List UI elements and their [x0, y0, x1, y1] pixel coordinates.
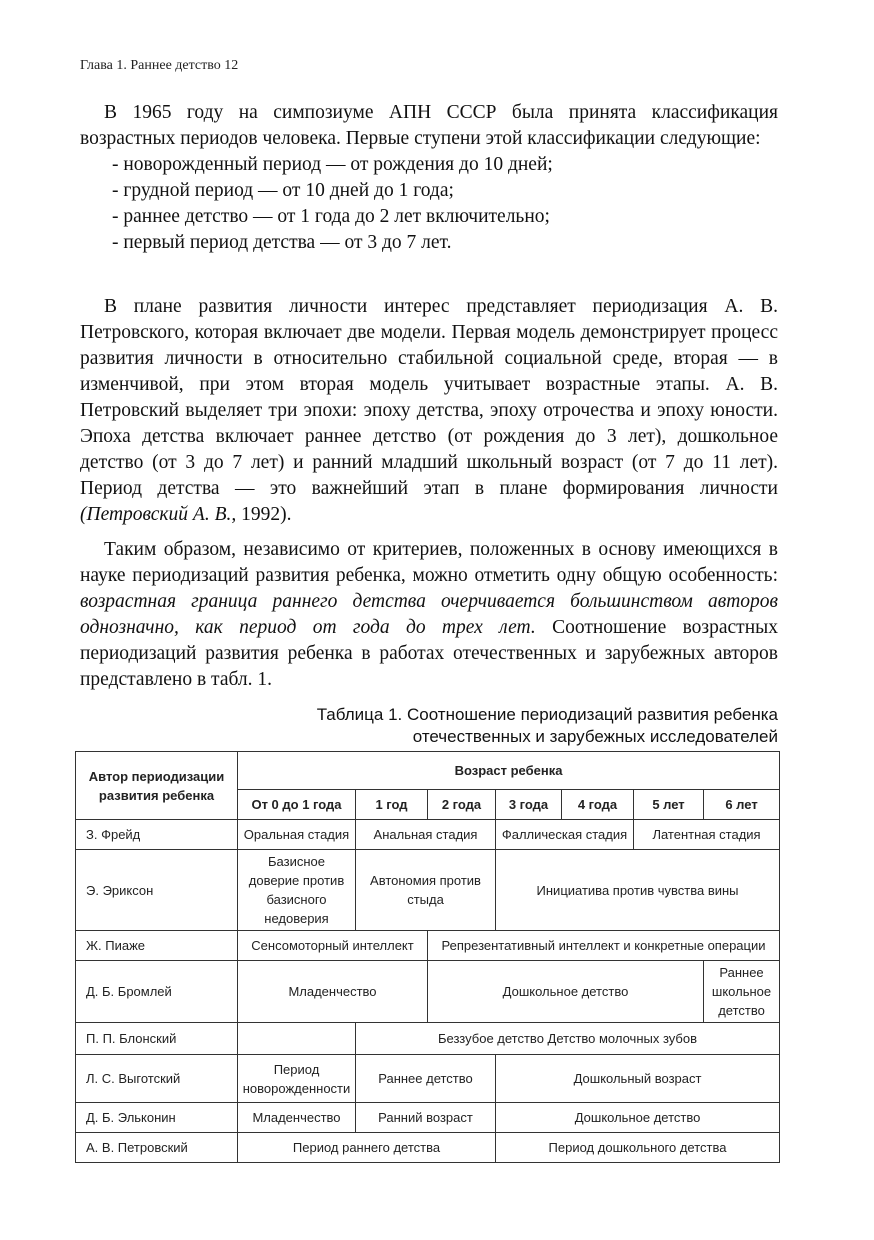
author-cell: Д. Б. Эльконин	[76, 1103, 238, 1133]
intro-paragraph: В 1965 году на симпозиуме АПН СССР была принята классификация возрастных периодов человека. Первые ступени этой классификации следующие:	[80, 102, 778, 149]
table-caption-line1: Таблица 1. Соотношение периодизаций развития ребенка	[316, 705, 778, 724]
body-section	[80, 294, 778, 693]
stage-cell: Дошкольное детство	[428, 961, 704, 1023]
age-header: От 0 до 1 года	[238, 790, 356, 820]
stage-cell: Раннее школьное детство	[704, 961, 780, 1023]
stage-cell: Период дошкольного детства	[496, 1133, 780, 1163]
stage-cell: Инициатива против чувства вины	[496, 850, 780, 931]
conclusion-paragraph	[80, 537, 778, 693]
table-row	[76, 1103, 780, 1133]
list-item: - грудной период — от 10 дней до 1 года;	[112, 180, 454, 201]
table-row	[76, 1133, 780, 1163]
citation-year: 1992).	[241, 504, 292, 525]
conclusion-end: Соотношение возрастных периодизаций развития ребенка в работах отечественных и зарубежных авторов представлено в табл. 1.	[80, 617, 778, 690]
list-item: - раннее детство — от 1 года до 2 лет включительно;	[112, 206, 550, 227]
author-cell: З. Фрейд	[76, 820, 238, 850]
list-item: - новорожденный период — от рождения до 10 дней;	[112, 154, 553, 175]
author-cell: П. П. Блонский	[76, 1023, 238, 1055]
author-cell: Л. С. Выготский	[76, 1055, 238, 1103]
citation: (Петровский А. В.,	[80, 504, 237, 525]
table-row	[76, 961, 780, 1023]
stage-cell: Раннее детство	[356, 1055, 496, 1103]
conclusion-emphasis: возрастная граница раннего детства очерчивается большинством авторов однозначно, как период от года до трех лет.	[80, 591, 778, 638]
stage-cell: Базисное доверие против базисного недоверия	[238, 850, 356, 931]
age-header: 2 года	[428, 790, 496, 820]
running-header: Глава 1. Раннее детство 12	[80, 58, 239, 73]
stage-cell: Латентная стадия	[634, 820, 780, 850]
age-header: 3 года	[496, 790, 562, 820]
stage-cell: Младенчество	[238, 1103, 356, 1133]
author-column-header: Автор периодизации развития ребенка	[76, 752, 238, 820]
table-row	[76, 931, 780, 961]
table-caption-line2: отечественных и зарубежных исследователей	[412, 727, 778, 746]
stage-cell: Беззубое детство Детство молочных зубов	[356, 1023, 780, 1055]
stage-cell: Младенчество	[238, 961, 428, 1023]
stage-cell: Сенсомоторный интеллект	[238, 931, 428, 961]
author-cell: Д. Б. Бромлей	[76, 961, 238, 1023]
petrovsky-paragraph	[80, 294, 778, 528]
stage-cell: Оральная стадия	[238, 820, 356, 850]
periodization-table	[75, 751, 780, 1163]
table-row	[76, 1023, 780, 1055]
author-cell: Э. Эриксон	[76, 850, 238, 931]
table-row	[76, 1055, 780, 1103]
table-row	[76, 820, 780, 850]
stage-cell: Дошкольный возраст	[496, 1055, 780, 1103]
list-item: - первый период детства — от 3 до 7 лет.	[112, 232, 452, 253]
stage-cell: Автономия против стыда	[356, 850, 496, 931]
age-header: 4 года	[562, 790, 634, 820]
age-header: 6 лет	[704, 790, 780, 820]
intro-section	[80, 100, 778, 256]
stage-cell	[238, 1023, 356, 1055]
stage-cell: Анальная стадия	[356, 820, 496, 850]
stage-cell: Период раннего детства	[238, 1133, 496, 1163]
petrovsky-text: В плане развития личности интерес представляет периодизация А. В. Петровского, которая включает две модели. Первая модель демонстрирует процесс развития личности в относительно стабильной социальной среде, вторая — в изменчивой, при этом вторая модель учитывает возрастные этапы. А. В. Петровский выделяет три эпохи: эпоху детства, эпоху отрочества и эпоху юности. Эпоха детства включает раннее детство (от рождения до 3 лет), дошкольное детство (от 3 до 7 лет) и ранний младший школьный возраст (от 7 до 11 лет). Период детства — это важнейший этап в плане формирования личности	[80, 296, 778, 499]
stage-cell: Репрезентативный интеллект и конкретные операции	[428, 931, 780, 961]
author-cell: А. В. Петровский	[76, 1133, 238, 1163]
table-caption	[272, 704, 778, 748]
table-row	[76, 850, 780, 931]
age-group-header: Возраст ребенка	[238, 752, 780, 790]
stage-cell: Период новорожденности	[238, 1055, 356, 1103]
age-header: 5 лет	[634, 790, 704, 820]
age-classification-list	[80, 152, 778, 256]
age-header: 1 год	[356, 790, 428, 820]
stage-cell: Фаллическая стадия	[496, 820, 634, 850]
stage-cell: Дошкольное детство	[496, 1103, 780, 1133]
conclusion-start: Таким образом, независимо от критериев, положенных в основу имеющихся в науке периодизаций развития ребенка, можно отметить одну общую особенность:	[80, 539, 778, 586]
author-cell: Ж. Пиаже	[76, 931, 238, 961]
stage-cell: Ранний возраст	[356, 1103, 496, 1133]
